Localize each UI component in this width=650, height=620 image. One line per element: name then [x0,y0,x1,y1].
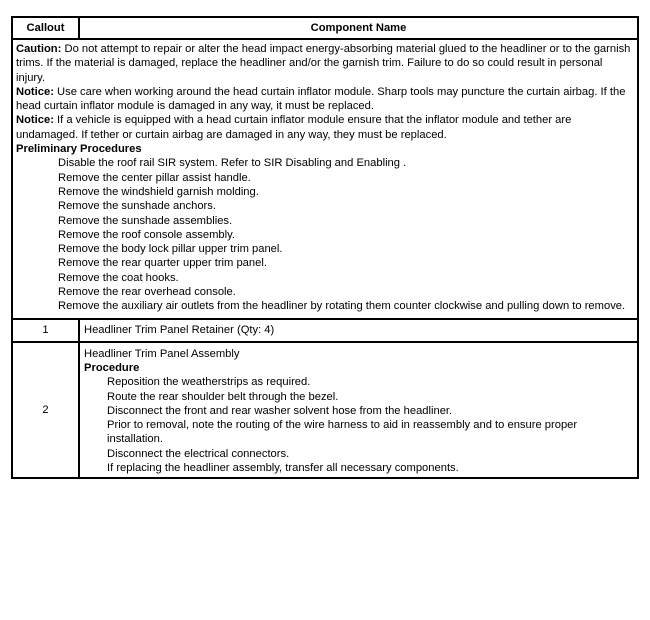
component-row-1 [12,319,638,342]
preliminary-step: Remove the windshield garnish molding. [58,185,259,198]
procedure-step: Disconnect the electrical connectors. [107,447,290,460]
notice-note-1 [16,85,632,114]
component-name-column-header: Component Name [79,17,638,39]
table-header-row [12,17,638,39]
component-cell-2 [79,342,638,479]
procedure-step: Route the rear shoulder belt through the bezel. [107,390,339,403]
preliminary-step: Remove the sunshade assemblies. [58,214,233,227]
component-name-1: Headliner Trim Panel Retainer (Qty: 4) [79,319,638,342]
notes-cell [12,39,638,319]
preliminary-step: Remove the coat hooks. [58,271,179,284]
preliminary-step: Remove the center pillar assist handle. [58,171,251,184]
preliminary-step: Disable the roof rail SIR system. Refer to SIR Disabling and Enabling . [58,157,407,170]
component-table [11,16,639,479]
procedure-step: If replacing the headliner assembly, transfer all necessary components. [107,462,459,475]
preliminary-steps-list [58,156,632,313]
notice-2-label: Notice: [16,114,54,127]
preliminary-step: Remove the body lock pillar upper trim panel. [58,243,283,256]
caution-note [16,42,632,85]
notes-row [12,39,638,319]
procedure-step: Disconnect the front and rear washer solvent hose from the headliner. [107,404,453,417]
notice-1-text: Use care when working around the head curtain inflator module. Sharp tools may puncture the curtain airbag. If the head curtain inflator module is damaged in any way, it must be replaced. [16,85,626,113]
preliminary-step: Remove the rear quarter upper trim panel. [58,257,267,270]
preliminary-step: Remove the auxiliary air outlets from the headliner by rotating them counter clockwise and pulling down to remove. [58,300,626,313]
preliminary-procedures-heading: Preliminary Procedures [16,143,142,156]
preliminary-step: Remove the rear overhead console. [58,286,236,299]
caution-label: Caution: [16,43,62,55]
procedure-step: Reposition the weatherstrips as required. [107,376,311,389]
procedure-heading: Procedure [84,361,140,374]
preliminary-step: Remove the roof console assembly. [58,228,236,241]
component-row-2 [12,342,638,479]
callout-number-1: 1 [12,319,79,342]
callout-number-2: 2 [12,342,79,479]
component-name-2: Headliner Trim Panel Assembly [84,347,240,360]
notice-note-2 [16,113,632,142]
procedure-step: Prior to removal, note the routing of the wire harness to aid in reassembly and to ensure proper installation. [107,419,578,446]
procedure-steps-list [107,375,633,475]
caution-text: Do not attempt to repair or alter the head impact energy-absorbing material glued to the headliner or to the garnish trims. If the material is damaged, replace the headliner and/or the garnish trim. Failure to do so could result in personal injury. [16,43,631,84]
notice-1-label: Notice: [16,85,54,98]
callout-column-header: Callout [12,17,79,39]
notice-2-text: If a vehicle is equipped with a head curtain inflator module ensure that the inflator module and tether are undamaged. If tether or curtain airbag are damaged in any way, they must be replaced. [16,114,572,141]
preliminary-step: Remove the sunshade anchors. [58,200,216,213]
